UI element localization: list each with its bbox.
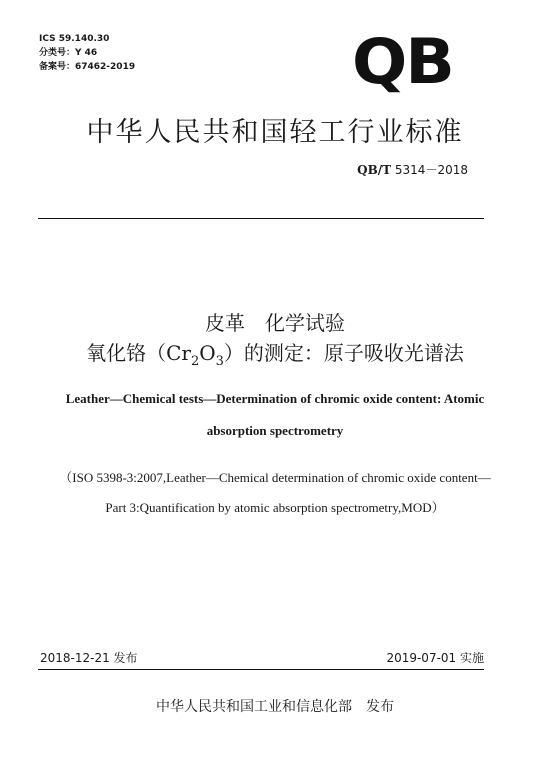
issuing-authority: 中华人民共和国工业和信息化部 发布: [156, 699, 394, 715]
english-title-line2: absorption spectrometry: [206, 423, 344, 438]
chinese-title-line2: [0, 337, 550, 369]
formula-cr-subscript: 2: [190, 354, 200, 369]
ics-code: ICS 59.140.30: [39, 34, 110, 44]
title-suffix: ）的测定：原子吸收光谱法: [223, 341, 464, 365]
footer-divider: [38, 669, 484, 670]
formula-o-subscript: 3: [215, 354, 224, 369]
english-title-line1: Leather—Chemical tests—Determination of chromic oxide content: Atomic: [65, 391, 485, 406]
iso-reference-line2: Part 3:Quantification by atomic absorption spectrometry,MOD）: [105, 500, 445, 515]
iso-reference-line1: （ISO 5398-3:2007,Leather—Chemical determination of chromic oxide content—: [59, 470, 491, 485]
standard-type-heading: 中华人民共和国轻工行业标准: [86, 117, 464, 148]
formula-cr: Cr: [166, 341, 191, 365]
qb-logo: QB: [352, 25, 453, 98]
classification-number: 分类号：Y 46: [39, 48, 98, 58]
standard-code-number: 5314－2018: [394, 163, 468, 177]
publish-date: 2018-12-21 发布: [40, 651, 138, 665]
chemical-formula: [166, 341, 224, 369]
standard-code: [357, 161, 468, 178]
standard-code-prefix: QB/T: [357, 163, 392, 177]
header-divider: [38, 218, 484, 219]
filing-number: 备案号：67462-2019: [39, 62, 136, 72]
formula-o: O: [199, 341, 216, 365]
chinese-title-line1: 皮革 化学试验: [205, 311, 345, 335]
title-prefix: 氧化铬（: [86, 341, 167, 365]
effective-date: 2019-07-01 实施: [386, 651, 484, 665]
